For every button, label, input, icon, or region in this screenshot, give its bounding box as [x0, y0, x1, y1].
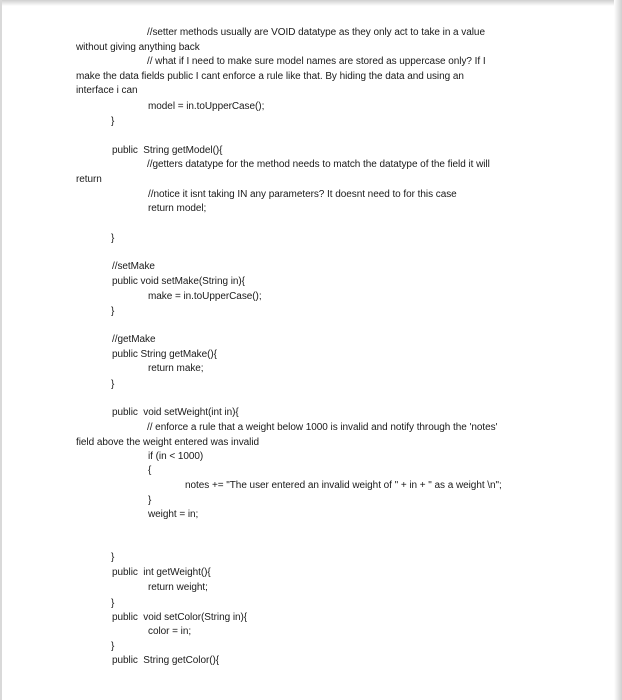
code-line: public String getMake(){: [112, 349, 217, 360]
comment-line: //setMake: [112, 261, 155, 272]
comment-line: interface i can: [76, 85, 138, 96]
code-line: public void setColor(String in){: [112, 612, 248, 623]
code-line: }: [111, 598, 115, 609]
code-line: public int getWeight(){: [112, 567, 211, 578]
code-line: return weight;: [148, 582, 208, 593]
code-line: public String getModel(){: [112, 145, 223, 156]
code-line: }: [111, 233, 115, 244]
code-line: if (in < 1000): [148, 451, 204, 462]
code-line: }: [111, 641, 115, 652]
code-line: public void setMake(String in){: [112, 276, 245, 287]
code-line: }: [111, 306, 115, 317]
code-line: notes += "The user entered an invalid weight of " + in + " as a weight \n";: [185, 480, 502, 491]
comment-line: field above the weight entered was invalid: [76, 437, 260, 448]
code-line: make = in.toUpperCase();: [148, 291, 262, 302]
code-line: }: [148, 495, 152, 506]
code-line: public String getColor(){: [112, 655, 220, 666]
comment-line: //getMake: [112, 334, 156, 345]
code-line: }: [111, 379, 115, 390]
comment-line: //getters datatype for the method needs to match the datatype of the field it will: [147, 159, 490, 170]
code-line: public void setWeight(int in){: [112, 407, 239, 418]
comment-line: without giving anything back: [76, 42, 200, 53]
page-right-shadow: [614, 0, 622, 700]
page-left-edge: [0, 0, 2, 700]
code-line: color = in;: [148, 626, 192, 637]
comment-line: // what if I need to make sure model names are stored as uppercase only? If I: [147, 56, 486, 67]
comment-line: make the data fields public I cant enforce a rule like that. By hiding the data and using an: [76, 71, 464, 82]
code-line: weight = in;: [148, 509, 199, 520]
code-line: return model;: [148, 203, 207, 214]
code-line: return make;: [148, 363, 204, 374]
comment-line: return: [76, 174, 102, 185]
comment-line: //setter methods usually are VOID datatype as they only act to take in a value: [147, 27, 485, 38]
code-line: model = in.toUpperCase();: [148, 101, 265, 112]
code-line: }: [111, 552, 115, 563]
comment-line: // enforce a rule that a weight below 1000 is invalid and notify through the 'notes': [147, 422, 498, 433]
code-line: {: [148, 465, 152, 476]
page-top-shadow: [0, 0, 622, 6]
code-line: }: [111, 116, 115, 127]
comment-line: //notice it isnt taking IN any parameters? It doesnt need to for this case: [148, 189, 457, 200]
